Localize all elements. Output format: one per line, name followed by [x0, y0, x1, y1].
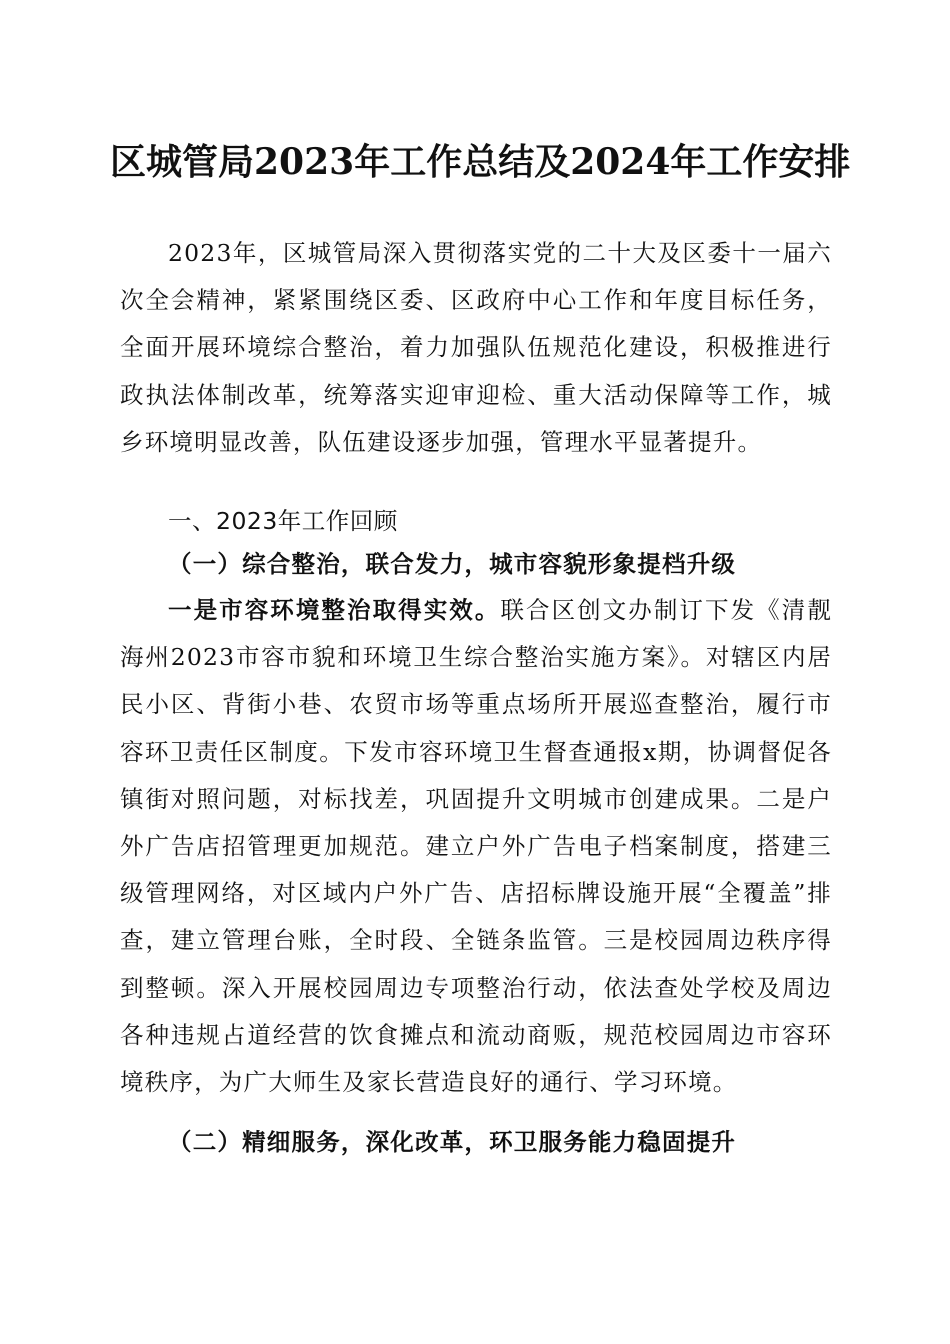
subsection-1-lead: 一是市容环境整治取得实效。: [168, 596, 501, 624]
intro-paragraph: 2023年，区城管局深入贯彻落实党的二十大及区委十一届六次全会精神，紧紧围绕区委、区政府中心工作和年度目标任务，全面开展环境综合整治，着力加强队伍规范化建设，积极推进行政执法体制改革，统筹落实迎审迎检、重大活动保障等工作，城乡环境明显改善，队伍建设逐步加强，管理水平显著提升。: [120, 239, 832, 456]
document-page: [110, 0, 851, 1344]
subsection-1-paragraph: [120, 587, 832, 1106]
section-heading-review: 一、2023年工作回顾: [168, 507, 398, 535]
subsection-heading-1: （一）综合整治，联合发力，城市容貌形象提档升级: [168, 550, 737, 578]
subsection-1-text: 联合区创文办制订下发《清靓海州2023市容市貌和环境卫生综合整治实施方案》。对辖区内居民小区、背街小巷、农贸市场等重点场所开展巡查整治，履行市容环卫责任区制度。下发市容环境卫生督查通报x期，协调督促各镇街对照问题，对标找差，巩固提升文明城市创建成果。二是户外广告店招管理更加规范。建立户外广告电子档案制度，搭建三级管理网络，对区域内户外广告、店招标牌设施开展“全覆盖”排查，建立管理台账，全时段、全链条监管。三是校园周边秩序得到整顿。深入开展校园周边专项整治行动，依法查处学校及周边各种违规占道经营的饮食摊点和流动商贩，规范校园周边市容环境秩序，为广大师生及家长营造良好的通行、学习环境。: [120, 596, 832, 1097]
subsection-heading-2: （二）精细服务，深化改革，环卫服务能力稳固提升: [168, 1128, 737, 1156]
document-title: 区城管局2023年工作总结及2024年工作安排: [110, 141, 851, 183]
